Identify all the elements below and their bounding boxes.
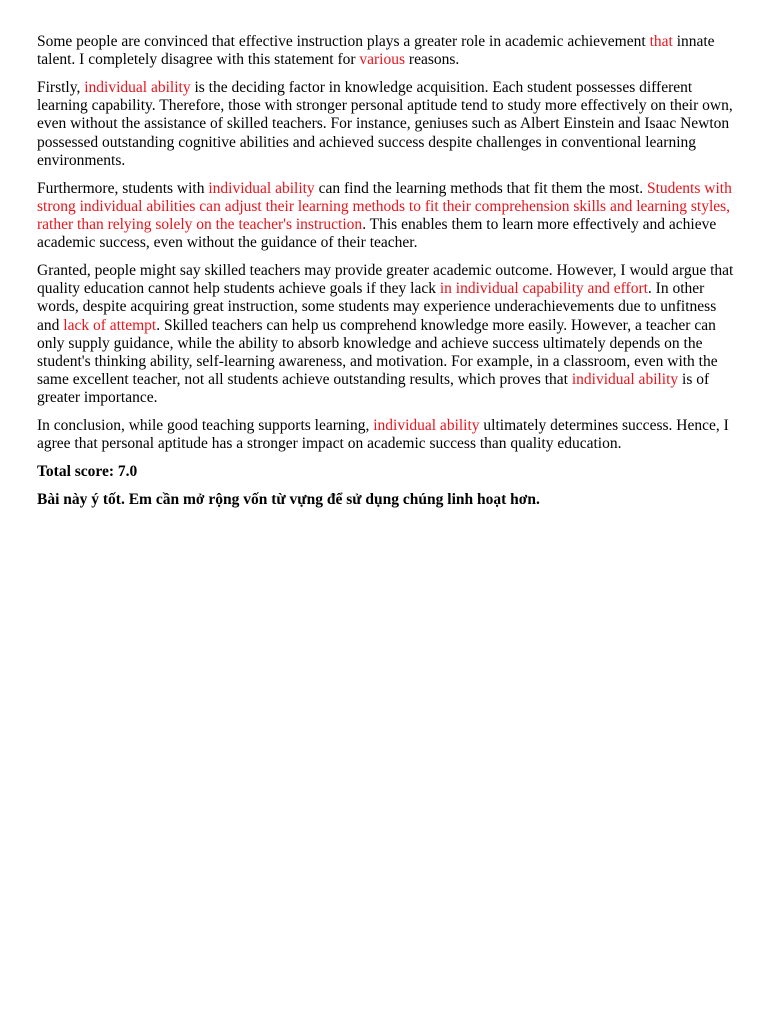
highlighted-correction: that <box>649 33 673 50</box>
essay-document <box>37 33 735 519</box>
essay-text: is the deciding factor in knowledge acquisition. Each student possesses different learning capability. Therefore, those with stronger personal aptitude tend to study more effectively on their own, even without the assistance of skilled teachers. For instance, geniuses such as Albert Einstein and Isaac Newton possessed outstanding cognitive abilities and achieved success despite challenges in conventional learning environments. <box>37 79 733 169</box>
highlighted-correction: individual ability <box>84 79 191 96</box>
essay-body <box>37 33 735 454</box>
teacher-comment: Bài này ý tốt. Em cần mở rộng vốn từ vựng để sử dụng chúng linh hoạt hơn. <box>37 491 540 509</box>
essay-text: . In other words, despite acquiring great instruction, some students may experience underachievements due to unfitness and <box>37 280 717 334</box>
essay-text: Granted, people might say skilled teachers may provide greater academic outcome. However, I would argue that quality education cannot help students achieve goals if they lack <box>37 262 734 298</box>
essay-text: can find the learning methods that fit them the most. <box>314 179 647 197</box>
essay-text: . Skilled teachers can help us comprehend knowledge more easily. However, a teacher can only supply guidance, while the ability to absorb knowledge and achieve success ultimately depends on the student's thinking ability, self-learning awareness, and motivation. For example, in a classroom, even with the same excellent teacher, not all students achieve outstanding results, which proves that <box>37 316 718 389</box>
essay-text: innate talent. I completely disagree with this statement for <box>37 33 715 69</box>
highlighted-correction: individual ability <box>373 417 480 435</box>
highlighted-correction: Students with strong individual abilities can adjust their learning methods to fit their comprehension skills and learning styles, rather than relying solely on the teacher's instruction <box>37 179 732 234</box>
total-score: Total score: 7.0 <box>37 463 138 481</box>
essay-paragraph <box>37 417 735 453</box>
essay-text: reasons. <box>405 51 460 69</box>
essay-paragraph <box>37 180 735 253</box>
highlighted-correction: lack of attempt <box>63 316 157 334</box>
essay-text: Firstly, <box>37 79 85 96</box>
essay-text: Furthermore, students with <box>37 179 209 197</box>
highlighted-correction: individual ability <box>571 371 679 389</box>
highlighted-correction: individual ability <box>208 179 315 197</box>
highlighted-correction: in individual capability and effort <box>439 280 648 298</box>
essay-text: is of greater importance. <box>37 371 710 407</box>
essay-paragraph <box>37 33 735 69</box>
essay-text: . This enables them to learn more effectively and achieve academic success, even without the guidance of their teacher. <box>37 216 717 252</box>
essay-paragraph <box>37 262 735 408</box>
highlighted-correction: various <box>359 51 406 69</box>
essay-text: In conclusion, while good teaching supports learning, <box>37 417 374 435</box>
essay-text: ultimately determines success. Hence, I agree that personal aptitude has a stronger impact on academic success than quality education. <box>37 417 729 453</box>
essay-text: Some people are convinced that effective instruction plays a greater role in academic achievement <box>37 33 650 50</box>
essay-paragraph <box>37 79 735 170</box>
